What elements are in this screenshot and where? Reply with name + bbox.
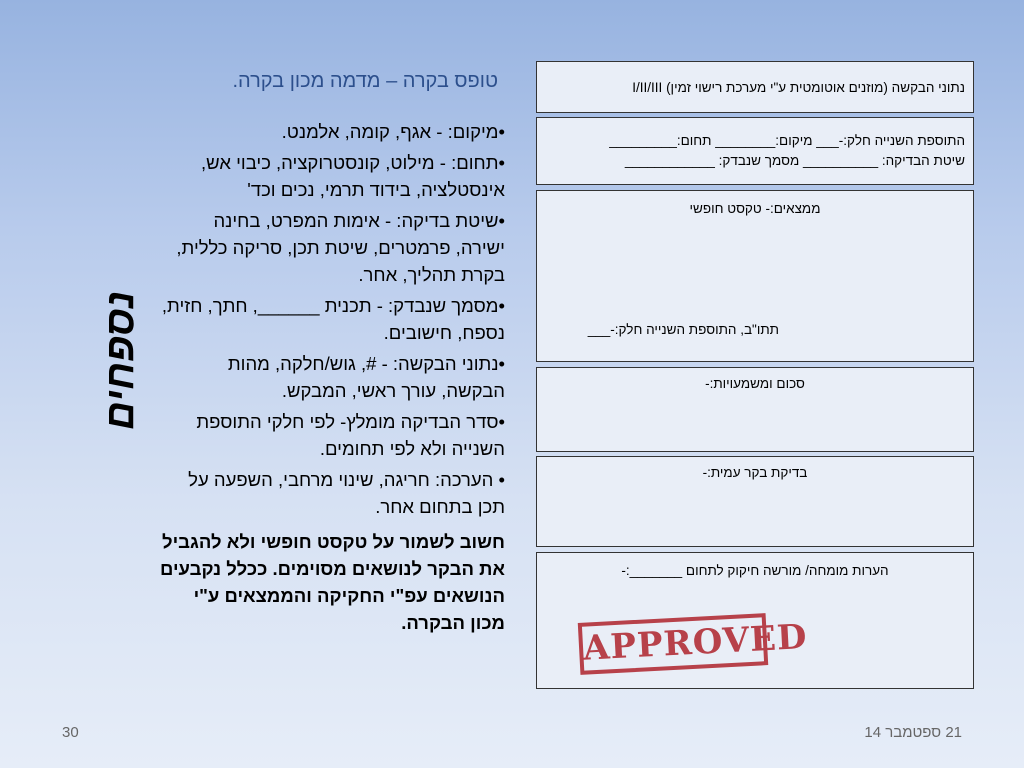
bullet-assessment: • הערכה: חריגה, שינוי מרחבי, השפעה על תכן בתחום אחר. xyxy=(188,469,505,517)
appendices-label: נספחים xyxy=(97,290,142,430)
bullet-field: •תחום: - מילוט, קונסטרוקציה, כיבוי אש, אינסטלציה, בידוד תרמי, נכים וכד' xyxy=(201,152,505,200)
bullet-location: •מיקום: - אגף, קומה, אלמנט. xyxy=(281,121,505,142)
bullet-inspection-order: •סדר הבדיקה מומלץ- לפי חלקי התוספת השנייה ולא לפי תחומים. xyxy=(196,411,505,459)
summary-label: סכום ומשמעויות:- xyxy=(705,376,805,391)
approved-stamp: APPROVED xyxy=(578,613,768,675)
important-note: חשוב לשמור על טקסט חופשי ולא להגביל את הבקר לנושאים מסוימים. ככלל נקבעים הנושאים עפ"י החקיקה והממצאים ע"י מכון הבקרה. xyxy=(160,531,505,633)
request-data-text: נתוני הבקשה (מוזנים אוטומטית ע"י מערכת רישוי זמין) I/II/III xyxy=(632,79,965,95)
expert-notes-label: הערות מומחה/ מורשה חיקוק לתחום _______:- xyxy=(621,563,889,578)
bullet-document: •מסמך שנבדק: - תכנית ______, חתך, חזית, נספח, חישובים. xyxy=(161,295,505,343)
bullet-inspection-method: •שיטת בדיקה: - אימות המפרט, בחינה ישירה, פרמטרים, שיטת תכן, סריקה כללית, בקרת תהליך, אחר. xyxy=(176,210,505,285)
findings-box xyxy=(536,190,974,362)
appendices-vertical-title xyxy=(90,260,150,460)
footer-date: 21 ספטמבר 14 xyxy=(864,724,962,741)
findings-footer: תתו"ב, התוספת השנייה חלק:-___ xyxy=(587,322,779,337)
inspection-details-line1: התוספת השנייה חלק:-___ מיקום:________ תחום:_________ xyxy=(609,133,965,148)
inspection-details-line2: שיטת הבדיקה: __________ מסמך שנבדק: ____________ xyxy=(624,153,965,168)
request-data-box xyxy=(536,61,974,113)
bullet-list xyxy=(160,118,505,640)
page-number: 30 xyxy=(62,724,79,741)
findings-label: ממצאים:- טקסט חופשי xyxy=(689,201,821,216)
bullet-request-data: •נתוני הבקשה: - #, גוש/חלקה, מהות הבקשה, עורך ראשי, המבקש. xyxy=(227,353,505,401)
peer-review-box xyxy=(536,456,974,547)
inspection-details-box xyxy=(536,117,974,185)
peer-review-label: בדיקת בקר עמית:- xyxy=(702,465,808,480)
slide-title: טופס בקרה – מדמה מכון בקרה. xyxy=(232,70,498,92)
summary-box xyxy=(536,367,974,452)
